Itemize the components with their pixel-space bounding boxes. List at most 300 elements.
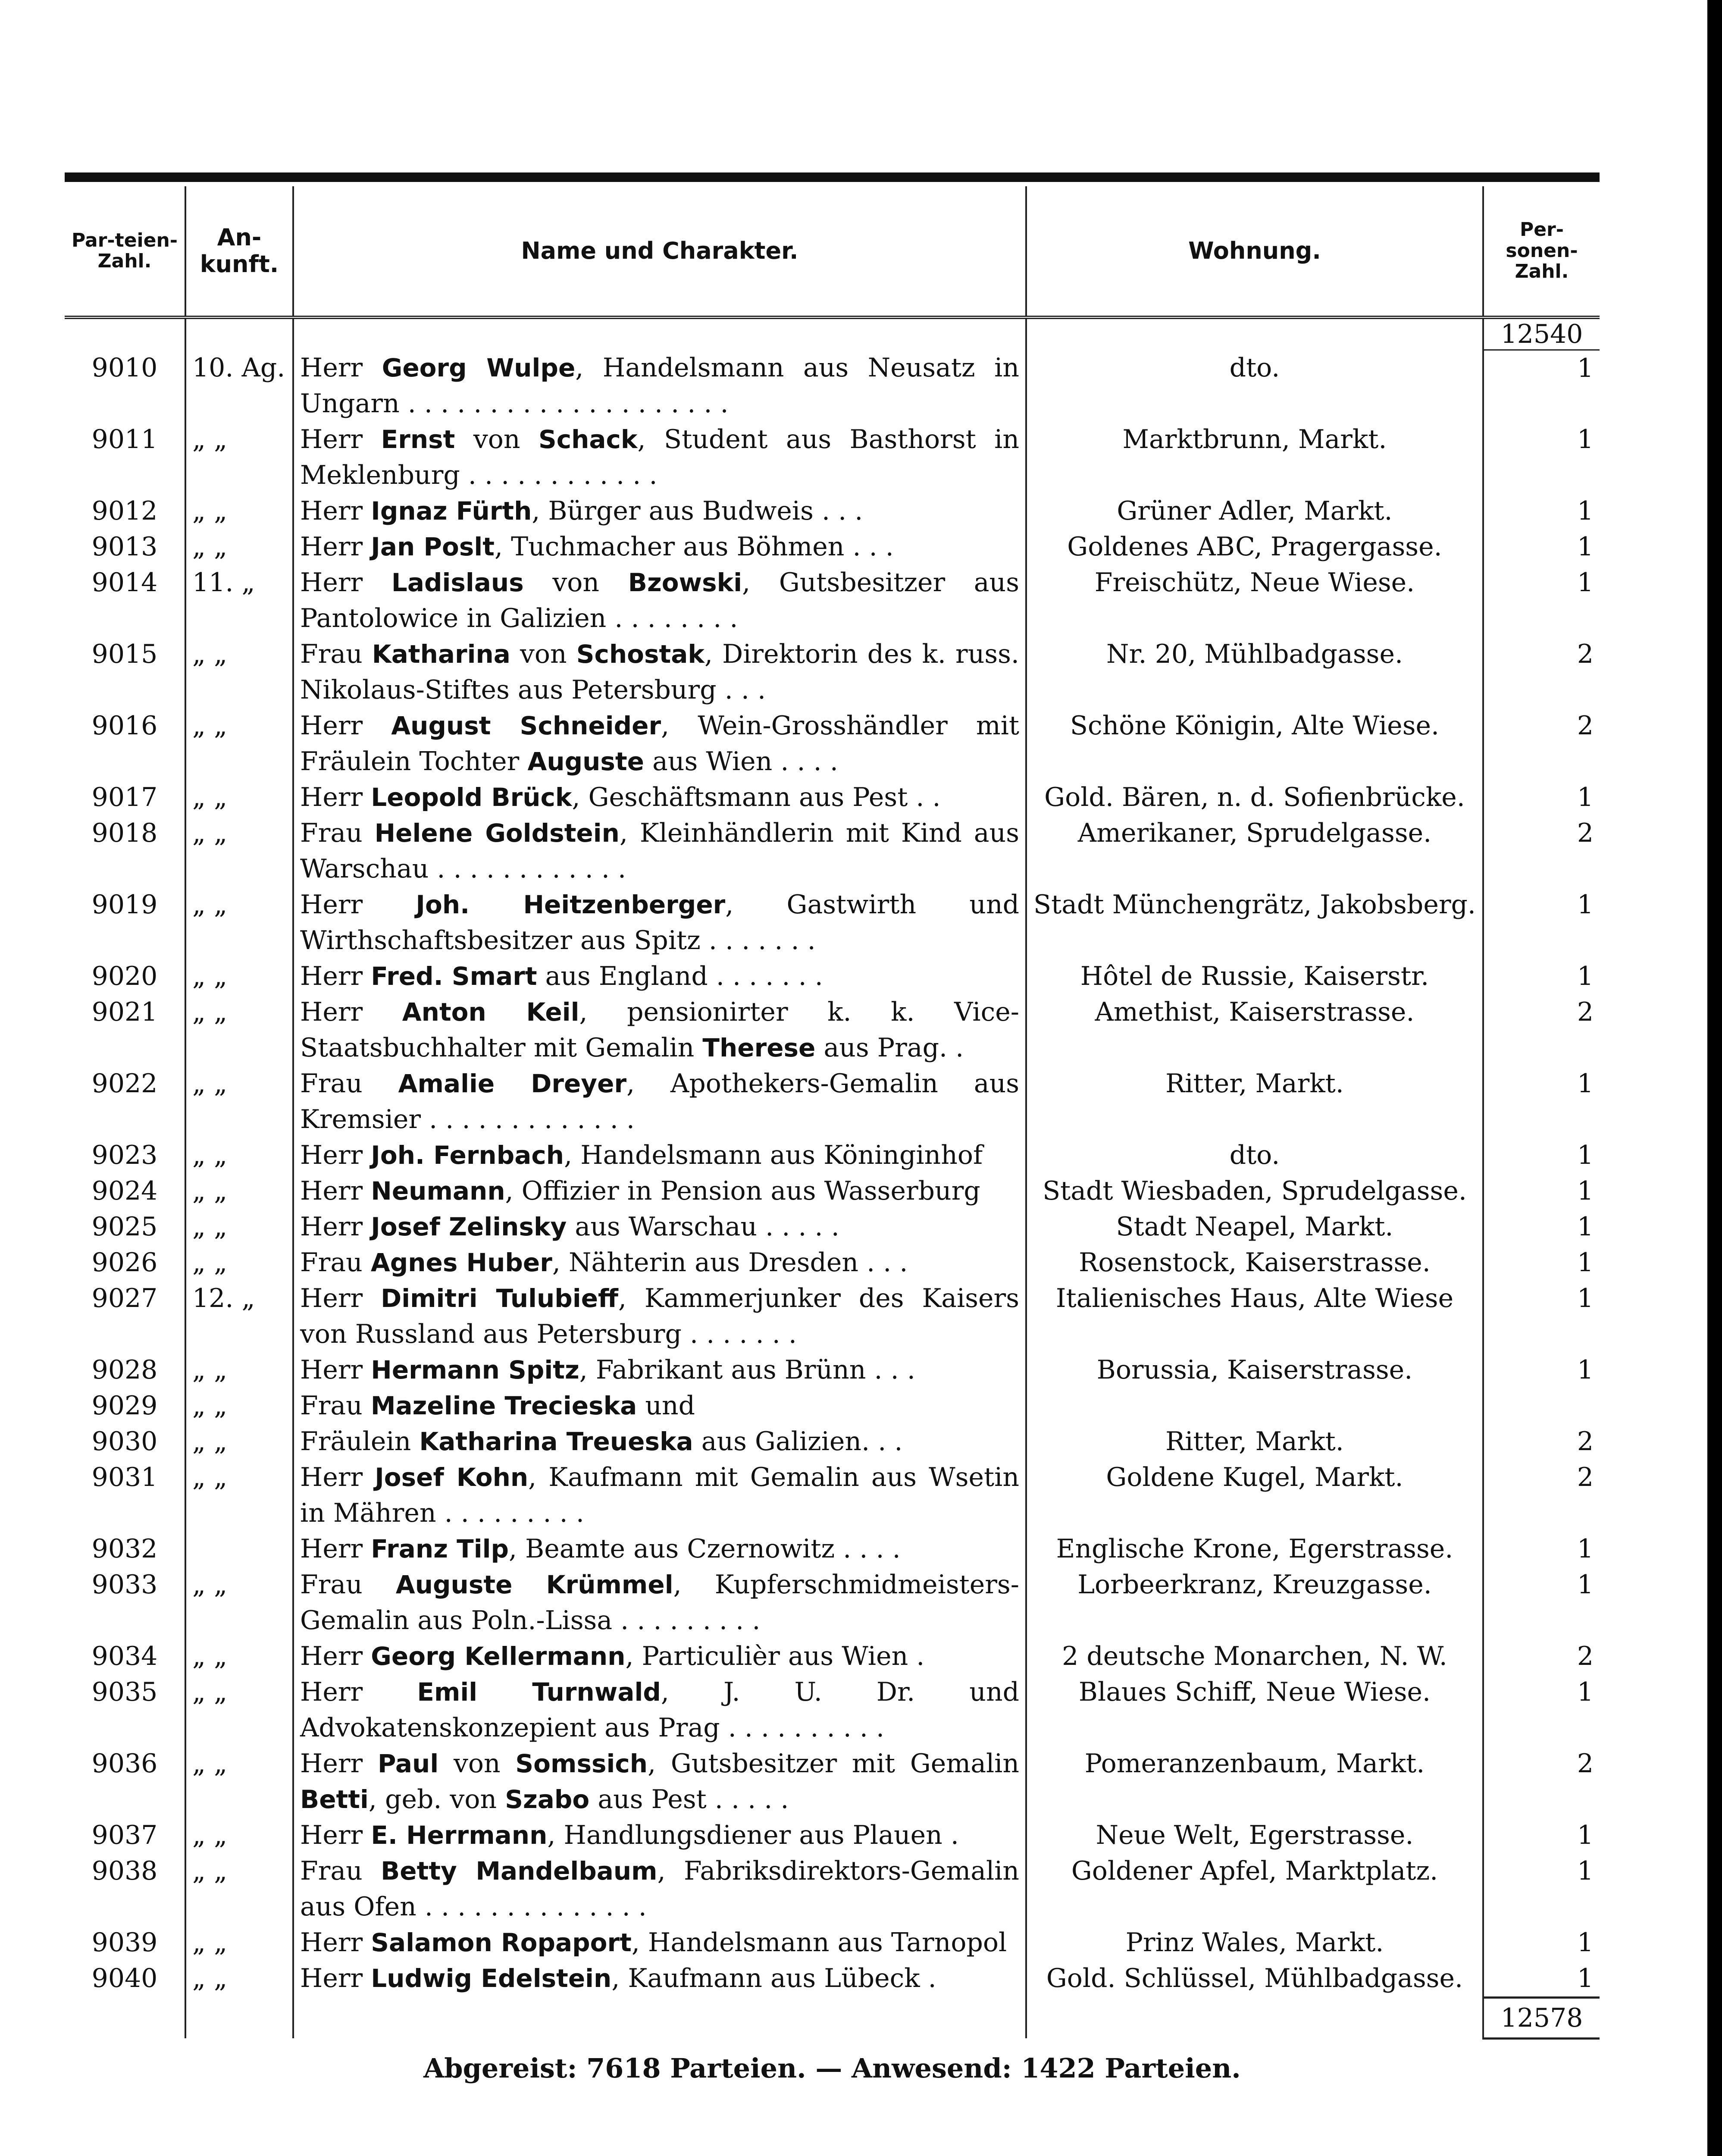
present-label: Anwesend: xyxy=(851,2052,1012,2084)
guest-title: Frau xyxy=(300,1390,363,1421)
guest-title: Herr xyxy=(300,1140,363,1170)
person-count: 1 xyxy=(1577,1211,1594,1242)
guest-name-and-character xyxy=(293,1853,1026,1925)
guest-title: Frau xyxy=(300,1569,363,1600)
residence: dto. xyxy=(1026,350,1483,422)
guest-name-bold: Georg Kellermann xyxy=(371,1641,626,1671)
arrival-date: „ „ xyxy=(185,1746,293,1818)
arrival-date: „ „ xyxy=(185,994,293,1066)
party-number: 9028 xyxy=(65,1352,185,1388)
party-number: 9017 xyxy=(65,780,185,815)
guest-name-bold: Anton Keil xyxy=(402,997,579,1027)
register-row xyxy=(65,493,1600,529)
arrival-date: 12. „ xyxy=(185,1281,293,1352)
guest-title: Herr xyxy=(300,1211,363,1242)
guest-name-bold: Franz Tilp xyxy=(371,1534,509,1564)
guest-name-and-character xyxy=(293,1674,1026,1746)
register-body xyxy=(65,317,1600,2038)
arrival-date: „ „ xyxy=(185,959,293,994)
guest-name-bold: Agnes Huber xyxy=(370,1247,552,1277)
arrival-date: „ „ xyxy=(185,887,293,959)
person-count: 1 xyxy=(1577,1533,1594,1564)
guest-title: Herr xyxy=(300,1533,363,1564)
guest-name-bold: August Schneider xyxy=(391,711,661,740)
guest-name-and-character xyxy=(293,636,1026,708)
guest-name-bold: Georg Wulpe xyxy=(382,353,576,382)
residence: Amerikaner, Sprudelgasse. xyxy=(1026,815,1483,887)
guest-name-and-character xyxy=(293,529,1026,565)
arrival-date: „ „ xyxy=(185,1567,293,1639)
guest-description: , Kaufmann aus Lübeck . xyxy=(611,1963,936,1993)
party-number: 9013 xyxy=(65,529,185,565)
residence: Borussia, Kaiserstrasse. xyxy=(1026,1352,1483,1388)
residence: Ritter, Markt. xyxy=(1026,1424,1483,1460)
header-row xyxy=(65,186,1600,317)
party-number: 9027 xyxy=(65,1281,185,1352)
register-row xyxy=(65,959,1600,994)
guest-description: und xyxy=(637,1390,695,1421)
guest-description: , geb. von xyxy=(368,1784,505,1814)
residence: Grüner Adler, Markt. xyxy=(1026,493,1483,529)
guest-name-bold: Katharina xyxy=(372,639,510,669)
person-count: 1 xyxy=(1577,1927,1594,1958)
guest-description: , J. U. Dr. und Advokatenskonzepient aus Prag . . . . . . . . . . xyxy=(300,1677,1019,1743)
register-row xyxy=(65,780,1600,815)
person-count: 2 xyxy=(1577,818,1594,848)
guest-title: Frau xyxy=(300,1247,363,1278)
guest-name-bold: Auguste Krümmel xyxy=(395,1570,673,1599)
guest-description: , Offizier in Pension aus Wasserburg xyxy=(505,1175,980,1206)
register-row xyxy=(65,1961,1600,1998)
guest-title: Fräulein xyxy=(300,1426,411,1457)
top-rule xyxy=(65,172,1600,182)
guest-name-and-character xyxy=(293,493,1026,529)
residence: Stadt Neapel, Markt. xyxy=(1026,1209,1483,1245)
guest-description: , Handelsmann aus Neusatz in Ungarn . . . . . . . . . . . . . . . . . . . . xyxy=(300,352,1020,419)
guest-name-bold: E. Herrmann xyxy=(371,1820,548,1850)
register-row xyxy=(65,1460,1600,1531)
party-number: 9016 xyxy=(65,708,185,780)
guest-title: Herr xyxy=(300,710,363,741)
guest-description: von xyxy=(455,424,539,454)
arrival-date: „ „ xyxy=(185,1818,293,1853)
guest-name-and-character xyxy=(293,1138,1026,1173)
party-number: 9034 xyxy=(65,1639,185,1674)
guest-name-and-character xyxy=(293,887,1026,959)
residence: Blaues Schiff, Neue Wiese. xyxy=(1026,1674,1483,1746)
guest-description: , Kleinhändlerin mit Kind aus Warschau . . . . . . . . . . . . xyxy=(300,818,1019,884)
register-row xyxy=(65,887,1600,959)
register-row xyxy=(65,422,1600,493)
guest-name-bold: Joh. Heitzenberger xyxy=(416,890,726,919)
guest-description: , Bürger aus Budweis . . . xyxy=(532,495,863,526)
guest-name-and-character xyxy=(293,1245,1026,1281)
register-row xyxy=(65,1173,1600,1209)
party-number: 9024 xyxy=(65,1173,185,1209)
guest-description: , Fabrikant aus Brünn . . . xyxy=(579,1354,915,1385)
guest-title: Herr xyxy=(300,1927,363,1958)
guest-name-bold: Jan Poslt xyxy=(371,532,495,561)
guest-name-bold: Somssich xyxy=(515,1749,648,1778)
residence xyxy=(1026,1388,1483,1424)
residence: Amethist, Kaiserstrasse. xyxy=(1026,994,1483,1066)
person-count: 1 xyxy=(1577,1820,1594,1850)
guest-name-and-character xyxy=(293,1531,1026,1567)
arrival-date: „ „ xyxy=(185,1209,293,1245)
guest-description: von xyxy=(523,567,628,598)
guest-name-bold: Neumann xyxy=(371,1176,505,1206)
person-count: 1 xyxy=(1577,567,1594,598)
header-persons: Per-sonen-Zahl. xyxy=(1483,186,1600,317)
guest-description: , Gastwirth und Wirthschaftsbesitzer aus Spitz . . . . . . . xyxy=(300,889,1020,956)
guest-name-bold: Amalie Dreyer xyxy=(398,1069,627,1098)
party-number: 9012 xyxy=(65,493,185,529)
guest-name-and-character xyxy=(293,1746,1026,1818)
departed-label: Abgereist: xyxy=(423,2052,577,2084)
person-count: 2 xyxy=(1577,1748,1594,1779)
residence: 2 deutsche Monarchen, N. W. xyxy=(1026,1639,1483,1674)
arrival-date: „ „ xyxy=(185,780,293,815)
guest-name-and-character xyxy=(293,1388,1026,1424)
guest-name-and-character xyxy=(293,1066,1026,1138)
arrival-date: „ „ xyxy=(185,422,293,493)
guest-title: Herr xyxy=(300,782,363,812)
present-value: 1422 Parteien. xyxy=(1021,2052,1241,2084)
residence: Hôtel de Russie, Kaiserstr. xyxy=(1026,959,1483,994)
party-number: 9031 xyxy=(65,1460,185,1531)
guest-description: , Geschäftsmann aus Pest . . xyxy=(572,782,941,812)
guest-name-bold: Betty Mandelbaum xyxy=(381,1856,657,1886)
guest-title: Herr xyxy=(300,1175,363,1206)
party-number: 9036 xyxy=(65,1746,185,1818)
party-number: 9015 xyxy=(65,636,185,708)
party-number: 9020 xyxy=(65,959,185,994)
guest-name-bold: Ludwig Edelstein xyxy=(371,1963,612,1993)
guest-title: Herr xyxy=(300,1963,363,1993)
guest-description: , Handelsmann aus Köninginhof xyxy=(564,1140,983,1170)
guest-description: , Apothekers-Gemalin aus Kremsier . . . . . . . . . . . . . xyxy=(300,1068,1019,1134)
party-number: 9011 xyxy=(65,422,185,493)
guest-title: Frau xyxy=(300,1068,363,1099)
person-count xyxy=(1483,1388,1600,1424)
guest-name-bold: Joh. Fernbach xyxy=(371,1140,564,1170)
guest-name-and-character xyxy=(293,708,1026,780)
arrival-date: „ „ xyxy=(185,1639,293,1674)
guest-name-bold: Schostak xyxy=(576,639,704,669)
guest-register-table xyxy=(65,186,1600,2040)
residence: Gold. Schlüssel, Mühlbadgasse. xyxy=(1026,1961,1483,1998)
person-count: 1 xyxy=(1577,1068,1594,1099)
residence: dto. xyxy=(1026,1138,1483,1173)
guest-name-bold: Josef Zelinsky xyxy=(371,1212,567,1241)
guest-name-and-character xyxy=(293,1281,1026,1352)
guest-title: Herr xyxy=(300,997,363,1027)
running-total: 12578 xyxy=(1483,1997,1600,2038)
guest-name-bold: Salamon Ropaport xyxy=(371,1927,632,1957)
guest-title: Herr xyxy=(300,1748,363,1779)
guest-name-bold: Ignaz Fürth xyxy=(371,496,532,526)
person-count: 2 xyxy=(1577,1462,1594,1492)
arrival-date: „ „ xyxy=(185,529,293,565)
residence: Goldener Apfel, Marktplatz. xyxy=(1026,1853,1483,1925)
register-row xyxy=(65,636,1600,708)
arrival-date: „ „ xyxy=(185,1066,293,1138)
total-row xyxy=(65,1997,1600,2038)
party-number: 9026 xyxy=(65,1245,185,1281)
arrival-date: „ „ xyxy=(185,1173,293,1209)
residence: Pomeranzenbaum, Markt. xyxy=(1026,1746,1483,1818)
header-residence: Wohnung. xyxy=(1026,186,1483,317)
residence: Freischütz, Neue Wiese. xyxy=(1026,565,1483,636)
register-row xyxy=(65,1066,1600,1138)
person-count: 1 xyxy=(1577,782,1594,812)
guest-name-and-character xyxy=(293,815,1026,887)
summary-footer xyxy=(65,2053,1600,2084)
party-number: 9040 xyxy=(65,1961,185,1998)
guest-name-and-character xyxy=(293,1352,1026,1388)
register-row xyxy=(65,1853,1600,1925)
guest-name-bold: Leopold Brück xyxy=(371,782,572,812)
guest-name-and-character xyxy=(293,1567,1026,1639)
header-name: Name und Charakter. xyxy=(293,186,1026,317)
arrival-date: „ „ xyxy=(185,1352,293,1388)
residence: Neue Welt, Egerstrasse. xyxy=(1026,1818,1483,1853)
residence: Italienisches Haus, Alte Wiese xyxy=(1026,1281,1483,1352)
arrival-date: „ „ xyxy=(185,1245,293,1281)
guest-name-and-character xyxy=(293,422,1026,493)
guest-title: Herr xyxy=(300,1354,363,1385)
register-row xyxy=(65,1388,1600,1424)
guest-name-and-character xyxy=(293,1818,1026,1853)
register-row xyxy=(65,1818,1600,1853)
guest-name-bold: Fred. Smart xyxy=(371,961,537,991)
guest-name-and-character xyxy=(293,1925,1026,1961)
residence: Stadt Münchengrätz, Jakobsberg. xyxy=(1026,887,1483,959)
register-row xyxy=(65,1674,1600,1746)
guest-title: Frau xyxy=(300,818,363,848)
arrival-date: „ „ xyxy=(185,1138,293,1173)
arrival-date: „ „ xyxy=(185,1853,293,1925)
register-row xyxy=(65,565,1600,636)
guest-title: Herr xyxy=(300,889,363,920)
guest-name-bold: Paul xyxy=(377,1749,439,1778)
party-number: 9029 xyxy=(65,1388,185,1424)
register-row xyxy=(65,1746,1600,1818)
residence: Englische Krone, Egerstrasse. xyxy=(1026,1531,1483,1567)
arrival-date: „ „ xyxy=(185,1460,293,1531)
register-row xyxy=(65,1639,1600,1674)
party-number: 9014 xyxy=(65,565,185,636)
party-number: 9033 xyxy=(65,1567,185,1639)
guest-title: Herr xyxy=(300,352,363,383)
person-count: 1 xyxy=(1577,1963,1594,1993)
guest-name-bold: Auguste xyxy=(527,746,645,776)
person-count: 1 xyxy=(1577,1283,1594,1313)
register-row xyxy=(65,1209,1600,1245)
party-number: 9025 xyxy=(65,1209,185,1245)
guest-name-bold: Schack xyxy=(538,424,638,454)
residence: Gold. Bären, n. d. Sofienbrücke. xyxy=(1026,780,1483,815)
guest-description: , Particulièr aus Wien . xyxy=(625,1641,925,1671)
guest-name-and-character xyxy=(293,1961,1026,1998)
guest-name-bold: Betti xyxy=(300,1784,369,1814)
guest-name-bold: Hermann Spitz xyxy=(371,1355,579,1385)
guest-description: , Kaufmann mit Gemalin aus Wsetin in Mähren . . . . . . . . . xyxy=(300,1462,1019,1528)
residence: Goldenes ABC, Pragergasse. xyxy=(1026,529,1483,565)
guest-title: Frau xyxy=(300,1855,363,1886)
person-count: 2 xyxy=(1577,639,1594,669)
guest-name-bold: Mazeline Trecieska xyxy=(370,1391,637,1420)
party-number: 9019 xyxy=(65,887,185,959)
guest-name-bold: Szabo xyxy=(505,1784,590,1814)
arrival-date: „ „ xyxy=(185,1388,293,1424)
person-count: 1 xyxy=(1577,889,1594,920)
guest-description: aus England . . . . . . . xyxy=(537,961,823,991)
residence: Goldene Kugel, Markt. xyxy=(1026,1460,1483,1531)
guest-description: aus Pest . . . . . xyxy=(589,1784,789,1814)
guest-description: , Direktorin des k. russ. Nikolaus-Stiftes aus Petersburg . . . xyxy=(300,639,1019,705)
guest-description: , Kupferschmidmeisters-Gemalin aus Poln.-Lissa . . . . . . . . . xyxy=(300,1569,1019,1636)
carry-over-total: 12540 xyxy=(1483,317,1600,350)
scan-frame-edge xyxy=(1707,0,1722,2156)
register-row xyxy=(65,529,1600,565)
guest-name-bold: Helene Goldstein xyxy=(374,818,620,848)
arrival-date: 11. „ xyxy=(185,565,293,636)
guest-description: aus Prag. . xyxy=(815,1032,964,1063)
person-count: 1 xyxy=(1577,424,1594,454)
arrival-date: „ „ xyxy=(185,708,293,780)
person-count: 1 xyxy=(1577,353,1594,383)
party-number: 9035 xyxy=(65,1674,185,1746)
register-row xyxy=(65,1352,1600,1388)
party-number: 9023 xyxy=(65,1138,185,1173)
guest-name-and-character xyxy=(293,1460,1026,1531)
party-number: 9010 xyxy=(65,350,185,422)
register-row xyxy=(65,1424,1600,1460)
arrival-date: „ „ xyxy=(185,815,293,887)
person-count: 2 xyxy=(1577,1426,1594,1457)
party-number: 9038 xyxy=(65,1853,185,1925)
arrival-date: „ „ xyxy=(185,1925,293,1961)
guest-description: , Fabriksdirektors-Gemalin aus Ofen . . . . . . . . . . . . . . xyxy=(300,1855,1020,1922)
guest-name-and-character xyxy=(293,780,1026,815)
guest-name-bold: Emil Turnwald xyxy=(417,1677,661,1707)
residence: Lorbeerkranz, Kreuzgasse. xyxy=(1026,1567,1483,1639)
register-row xyxy=(65,1281,1600,1352)
guest-name-and-character xyxy=(293,959,1026,994)
guest-title: Herr xyxy=(300,424,363,454)
guest-name-and-character xyxy=(293,994,1026,1066)
residence: Stadt Wiesbaden, Sprudelgasse. xyxy=(1026,1173,1483,1209)
register-row xyxy=(65,815,1600,887)
guest-name-and-character xyxy=(293,350,1026,422)
guest-name-bold: Ladislaus xyxy=(391,567,524,597)
party-number: 9022 xyxy=(65,1066,185,1138)
guest-name-bold: Therese xyxy=(702,1033,816,1062)
person-count: 1 xyxy=(1577,1569,1594,1600)
carry-over-row xyxy=(65,317,1600,350)
guest-name-and-character xyxy=(293,565,1026,636)
arrival-date: „ „ xyxy=(185,1674,293,1746)
register-row xyxy=(65,1925,1600,1961)
guest-name-bold: Katharina Treueska xyxy=(419,1426,693,1456)
guest-name-bold: Dimitri Tulubieff xyxy=(381,1283,619,1313)
guest-description: , Gutsbesitzer mit Gemalin xyxy=(648,1748,1019,1779)
register-row xyxy=(65,1245,1600,1281)
person-count: 1 xyxy=(1577,495,1594,526)
header-arrival: An-kunft. xyxy=(185,186,293,317)
footer-dash: — xyxy=(815,2052,842,2084)
guest-name-bold: Ernst xyxy=(381,424,455,454)
departed-value: 7618 Parteien. xyxy=(586,2052,806,2084)
guest-title: Herr xyxy=(300,1462,363,1492)
guest-description: , pensionirter k. k. Vice-Staatsbuchhalter mit Gemalin xyxy=(300,997,1019,1063)
guest-description: , Handlungsdiener aus Plauen . xyxy=(547,1820,959,1850)
guest-name-and-character xyxy=(293,1639,1026,1674)
arrival-date: „ „ xyxy=(185,493,293,529)
party-number: 9018 xyxy=(65,815,185,887)
person-count: 1 xyxy=(1577,1855,1594,1886)
party-number: 9039 xyxy=(65,1925,185,1961)
guest-name-and-character xyxy=(293,1209,1026,1245)
guest-description: , Gutsbesitzer aus Pantolowice in Galizien . . . . . . . . xyxy=(300,567,1019,633)
person-count: 2 xyxy=(1577,710,1594,741)
register-row xyxy=(65,994,1600,1066)
register-row xyxy=(65,1531,1600,1567)
party-number: 9032 xyxy=(65,1531,185,1567)
guest-description: aus Galizien. . . xyxy=(693,1426,903,1457)
person-count: 1 xyxy=(1577,961,1594,991)
person-count: 1 xyxy=(1577,1354,1594,1385)
person-count: 1 xyxy=(1577,1140,1594,1170)
person-count: 1 xyxy=(1577,1175,1594,1206)
guest-description: , Student aus Basthorst in Meklenburg . . . . . . . . . . . . xyxy=(300,424,1019,490)
guest-title: Herr xyxy=(300,567,363,598)
guest-name-bold: Josef Kohn xyxy=(375,1462,529,1492)
person-count: 2 xyxy=(1577,997,1594,1027)
person-count: 1 xyxy=(1577,1247,1594,1278)
party-number: 9030 xyxy=(65,1424,185,1460)
guest-description: , Handelsmann aus Tarnopol xyxy=(631,1927,1007,1958)
arrival-date: 10. Ag. xyxy=(185,350,293,422)
guest-description: von xyxy=(510,639,576,669)
register-row xyxy=(65,350,1600,422)
guest-description: aus Wien . . . . xyxy=(644,746,838,777)
residence: Ritter, Markt. xyxy=(1026,1066,1483,1138)
guest-title: Herr xyxy=(300,961,363,991)
guest-name-and-character xyxy=(293,1173,1026,1209)
guest-title: Frau xyxy=(300,639,363,669)
register-page xyxy=(65,172,1600,2084)
person-count: 1 xyxy=(1577,531,1594,562)
guest-description: , Beamte aus Czernowitz . . . . xyxy=(509,1533,901,1564)
register-row xyxy=(65,708,1600,780)
header-party-number: Par-teien-Zahl. xyxy=(65,186,185,317)
guest-name-and-character xyxy=(293,1424,1026,1460)
guest-title: Herr xyxy=(300,531,363,562)
guest-description: von xyxy=(438,1748,516,1779)
residence: Marktbrunn, Markt. xyxy=(1026,422,1483,493)
guest-description: , Wein-Grosshändler mit Fräulein Tochter xyxy=(300,710,1020,777)
register-row xyxy=(65,1138,1600,1173)
arrival-date xyxy=(185,1531,293,1567)
guest-title: Herr xyxy=(300,1283,363,1313)
party-number: 9037 xyxy=(65,1818,185,1853)
residence: Schöne Königin, Alte Wiese. xyxy=(1026,708,1483,780)
residence: Prinz Wales, Markt. xyxy=(1026,1925,1483,1961)
guest-description: aus Warschau . . . . . xyxy=(567,1211,839,1242)
guest-name-bold: Bzowski xyxy=(628,567,742,597)
